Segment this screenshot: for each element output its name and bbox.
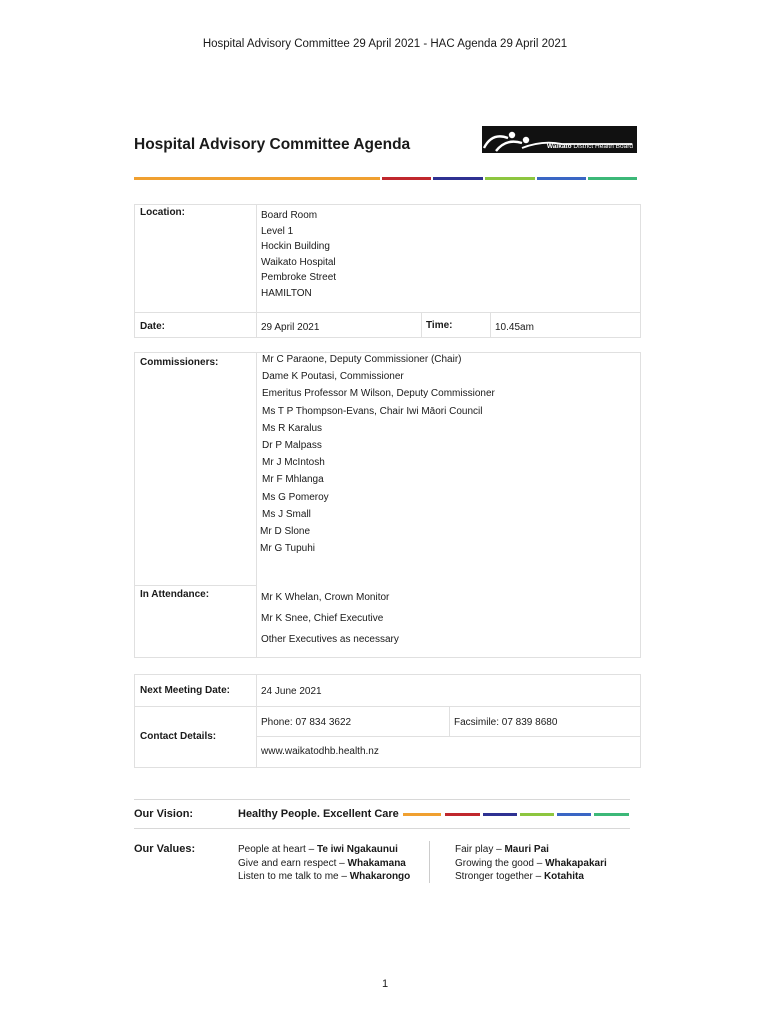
- values-label: Our Values:: [134, 843, 196, 855]
- website-link[interactable]: www.waikatodhb.health.nz: [261, 746, 379, 757]
- value-item: Growing the good – Whakapakari: [455, 857, 607, 869]
- waikato-dhb-logo: [482, 126, 637, 153]
- date-value: 29 April 2021: [261, 322, 320, 333]
- vision-label: Our Vision:: [134, 808, 194, 820]
- stripe-orange: [403, 813, 441, 816]
- list-item: Ms J Small: [262, 508, 311, 520]
- value-item: Listen to me talk to me – Whakarongo: [238, 871, 411, 882]
- date-label: Date:: [140, 321, 166, 332]
- location-address: [261, 208, 336, 301]
- contact-table: [134, 674, 641, 768]
- contact-details-label: Contact Details:: [140, 731, 217, 742]
- in-attendance-label: In Attendance:: [140, 589, 210, 600]
- list-item: Mr C Paraone, Deputy Commissioner (Chair): [262, 354, 462, 365]
- stripe-teal: [594, 813, 629, 816]
- stripe-lightblue: [557, 813, 591, 816]
- phone-value: Phone: 07 834 3622: [261, 717, 352, 728]
- vision-bottom-rule: [134, 828, 630, 829]
- next-meeting-label: Next Meeting Date:: [140, 685, 231, 696]
- time-value: 10.45am: [495, 322, 534, 333]
- stripe-green: [520, 813, 554, 816]
- list-item: Other Executives as necessary: [261, 634, 399, 645]
- values-divider: [429, 841, 430, 883]
- stripe-green: [485, 177, 535, 180]
- vision-top-rule: [134, 799, 630, 800]
- location-line: Waikato Hospital: [261, 256, 336, 268]
- location-line: HAMILTON: [261, 287, 312, 299]
- running-header: Hospital Advisory Committee 29 April 2021 - HAC Agenda 29 April 2021: [202, 38, 568, 50]
- list-item: Mr G Tupuhi: [260, 543, 316, 555]
- value-item: People at heart – Te iwi Ngakaunui: [238, 844, 398, 855]
- stripe-red: [445, 813, 480, 816]
- commissioners-list: [260, 351, 495, 557]
- list-item: Ms G Pomeroy: [262, 491, 329, 503]
- vision-text: Healthy People. Excellent Care: [238, 808, 399, 820]
- list-item: Mr D Slone: [260, 525, 311, 537]
- stripe-lightblue: [537, 177, 586, 180]
- list-item: Ms R Karalus: [262, 422, 323, 434]
- list-item: Mr F Mhlanga: [262, 474, 324, 486]
- fax-value: Facsimile: 07 839 8680: [454, 717, 558, 728]
- attendance-table: [134, 352, 641, 658]
- commissioners-label: Commissioners:: [140, 357, 219, 368]
- list-item: Mr K Snee, Chief Executive: [261, 613, 384, 624]
- in-attendance-list: [261, 591, 399, 654]
- value-item: Stronger together – Kotahita: [455, 871, 584, 882]
- list-item: Mr J McIntosh: [262, 457, 325, 469]
- time-label: Time:: [426, 320, 453, 331]
- values-left-column: [238, 843, 410, 884]
- meeting-details-table: [134, 204, 641, 338]
- location-line: Level 1: [261, 225, 294, 237]
- value-item: Give and earn respect – Whakamana: [238, 857, 406, 869]
- values-right-column: [455, 843, 607, 884]
- location-line: Pembroke Street: [261, 272, 337, 283]
- page-number: 1: [381, 978, 389, 990]
- list-item: Mr K Whelan, Crown Monitor: [261, 592, 390, 603]
- stripe-teal: [588, 177, 637, 180]
- list-item: Dr P Malpass: [262, 439, 322, 451]
- stripe-blue: [483, 813, 517, 816]
- list-item: Dame K Poutasi, Commissioner: [262, 371, 404, 383]
- page-title: Hospital Advisory Committee Agenda: [134, 136, 411, 153]
- list-item: Emeritus Professor M Wilson, Deputy Commissioner: [262, 388, 495, 400]
- logo-text: Waikato District Health Board: [546, 143, 633, 150]
- stripe-orange: [134, 177, 380, 180]
- location-label: Location:: [140, 207, 185, 218]
- location-line: Hockin Building: [261, 241, 330, 252]
- location-line: Board Room: [261, 210, 318, 221]
- value-item: Fair play – Mauri Pai: [455, 844, 549, 855]
- stripe-red: [382, 177, 431, 180]
- stripe-blue: [433, 177, 483, 180]
- next-meeting-value: 24 June 2021: [261, 686, 322, 697]
- list-item: Ms T P Thompson-Evans, Chair Iwi Māori Council: [262, 405, 483, 417]
